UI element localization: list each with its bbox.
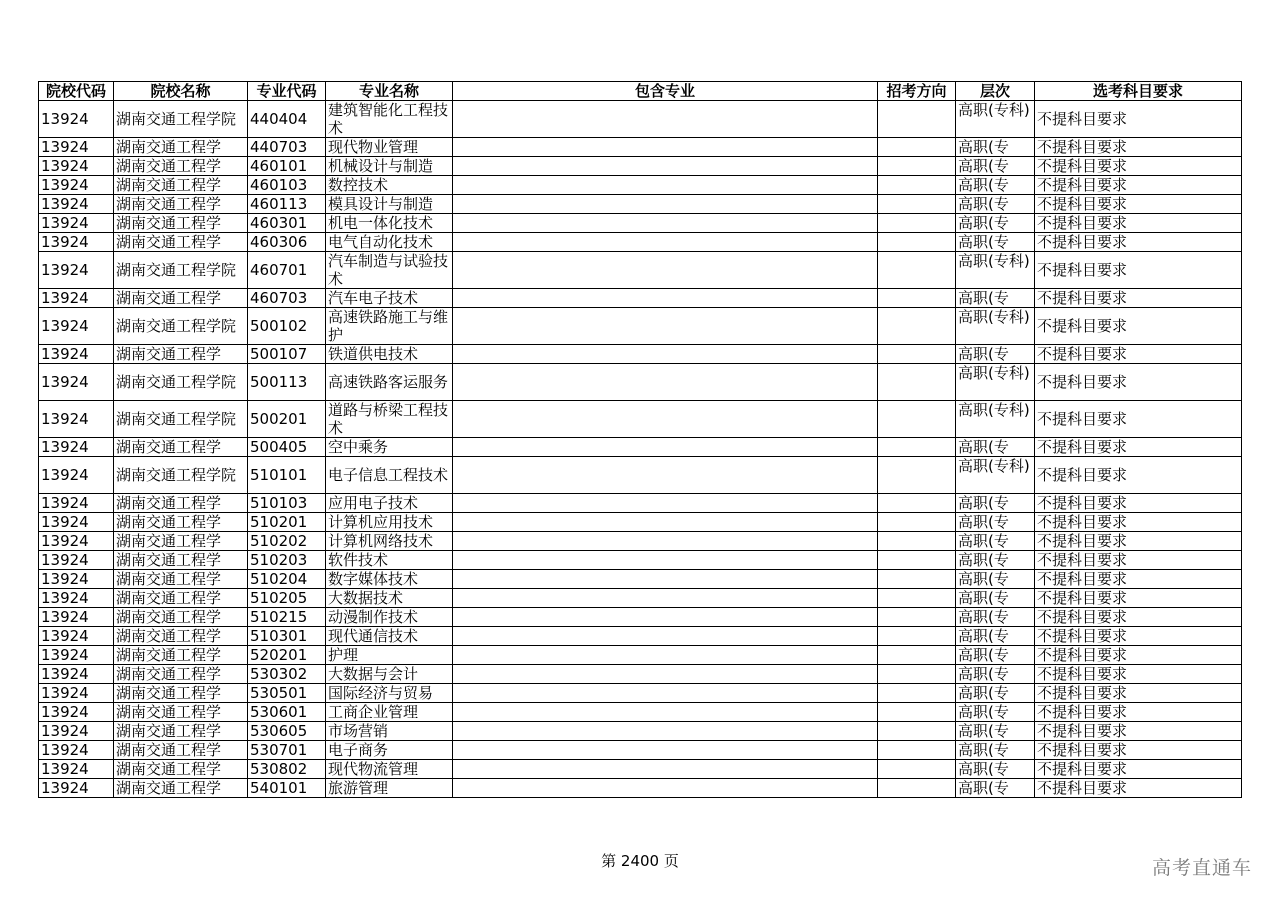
cell-major-name: 建筑智能化工程技术 [326, 101, 453, 138]
cell-included-majors [453, 195, 878, 214]
cell-school-code: 13924 [39, 627, 114, 646]
cell-school-code: 13924 [39, 494, 114, 513]
cell-major-code: 500107 [248, 345, 326, 364]
table-row [39, 364, 1242, 401]
cell-subject-requirement: 不提科目要求 [1035, 345, 1242, 364]
cell-school-name: 湖南交通工程学 [114, 532, 248, 551]
header-included-majors: 包含专业 [453, 82, 878, 101]
cell-major-name: 动漫制作技术 [326, 608, 453, 627]
cell-direction [878, 289, 956, 308]
cell-subject-requirement: 不提科目要求 [1035, 176, 1242, 195]
cell-school-code: 13924 [39, 138, 114, 157]
table-row [39, 570, 1242, 589]
cell-included-majors [453, 532, 878, 551]
header-school-name: 院校名称 [114, 82, 248, 101]
cell-school-name: 湖南交通工程学 [114, 233, 248, 252]
cell-level: 高职(专 [956, 494, 1035, 513]
cell-level: 高职(专 [956, 570, 1035, 589]
cell-school-code: 13924 [39, 457, 114, 494]
cell-direction [878, 722, 956, 741]
cell-subject-requirement: 不提科目要求 [1035, 138, 1242, 157]
cell-school-name: 湖南交通工程学 [114, 157, 248, 176]
cell-included-majors [453, 760, 878, 779]
cell-school-name: 湖南交通工程学 [114, 703, 248, 722]
cell-included-majors [453, 214, 878, 233]
cell-school-name: 湖南交通工程学院 [114, 364, 248, 401]
cell-school-name: 湖南交通工程学 [114, 176, 248, 195]
cell-major-code: 530701 [248, 741, 326, 760]
cell-school-name: 湖南交通工程学院 [114, 401, 248, 438]
cell-major-code: 500405 [248, 438, 326, 457]
cell-school-code: 13924 [39, 646, 114, 665]
cell-major-name: 电子信息工程技术 [326, 457, 453, 494]
cell-school-code: 13924 [39, 608, 114, 627]
cell-school-name: 湖南交通工程学 [114, 608, 248, 627]
cell-school-name: 湖南交通工程学 [114, 646, 248, 665]
cell-school-code: 13924 [39, 589, 114, 608]
cell-school-code: 13924 [39, 401, 114, 438]
table-row [39, 401, 1242, 438]
cell-included-majors [453, 252, 878, 289]
cell-direction [878, 684, 956, 703]
cell-major-name: 机电一体化技术 [326, 214, 453, 233]
cell-major-name: 计算机网络技术 [326, 532, 453, 551]
table-row [39, 741, 1242, 760]
cell-level: 高职(专科) [956, 401, 1035, 438]
table-row [39, 703, 1242, 722]
cell-included-majors [453, 157, 878, 176]
cell-major-code: 500113 [248, 364, 326, 401]
cell-direction [878, 608, 956, 627]
cell-subject-requirement: 不提科目要求 [1035, 438, 1242, 457]
cell-school-code: 13924 [39, 289, 114, 308]
cell-subject-requirement: 不提科目要求 [1035, 627, 1242, 646]
cell-school-name: 湖南交通工程学 [114, 345, 248, 364]
admission-table [38, 81, 1242, 798]
cell-subject-requirement: 不提科目要求 [1035, 722, 1242, 741]
cell-school-code: 13924 [39, 364, 114, 401]
cell-direction [878, 513, 956, 532]
cell-level: 高职(专 [956, 532, 1035, 551]
cell-major-code: 460113 [248, 195, 326, 214]
cell-school-code: 13924 [39, 195, 114, 214]
cell-direction [878, 570, 956, 589]
cell-subject-requirement: 不提科目要求 [1035, 513, 1242, 532]
table-row [39, 101, 1242, 138]
cell-major-code: 530605 [248, 722, 326, 741]
table-row [39, 195, 1242, 214]
cell-school-name: 湖南交通工程学 [114, 513, 248, 532]
watermark: 高考直通车 [1151, 857, 1252, 879]
cell-included-majors [453, 364, 878, 401]
cell-included-majors [453, 570, 878, 589]
cell-level: 高职(专 [956, 438, 1035, 457]
cell-level: 高职(专科) [956, 364, 1035, 401]
cell-school-name: 湖南交通工程学 [114, 289, 248, 308]
cell-school-code: 13924 [39, 176, 114, 195]
cell-major-name: 汽车制造与试验技术 [326, 252, 453, 289]
cell-major-code: 510103 [248, 494, 326, 513]
cell-school-name: 湖南交通工程学院 [114, 457, 248, 494]
cell-major-name: 旅游管理 [326, 779, 453, 798]
cell-subject-requirement: 不提科目要求 [1035, 195, 1242, 214]
cell-school-code: 13924 [39, 665, 114, 684]
cell-direction [878, 308, 956, 345]
cell-school-name: 湖南交通工程学 [114, 214, 248, 233]
cell-school-name: 湖南交通工程学 [114, 138, 248, 157]
cell-major-code: 510301 [248, 627, 326, 646]
cell-included-majors [453, 665, 878, 684]
cell-school-name: 湖南交通工程学 [114, 741, 248, 760]
cell-level: 高职(专 [956, 513, 1035, 532]
cell-subject-requirement: 不提科目要求 [1035, 214, 1242, 233]
cell-school-code: 13924 [39, 101, 114, 138]
cell-direction [878, 233, 956, 252]
table-row [39, 289, 1242, 308]
header-school-code: 院校代码 [39, 82, 114, 101]
cell-subject-requirement: 不提科目要求 [1035, 233, 1242, 252]
cell-school-name: 湖南交通工程学 [114, 494, 248, 513]
cell-included-majors [453, 289, 878, 308]
header-subject-requirement: 选考科目要求 [1035, 82, 1242, 101]
cell-level: 高职(专 [956, 551, 1035, 570]
cell-major-name: 市场营销 [326, 722, 453, 741]
cell-level: 高职(专 [956, 779, 1035, 798]
cell-major-name: 模具设计与制造 [326, 195, 453, 214]
table-row [39, 494, 1242, 513]
cell-subject-requirement: 不提科目要求 [1035, 457, 1242, 494]
cell-subject-requirement: 不提科目要求 [1035, 760, 1242, 779]
cell-direction [878, 364, 956, 401]
cell-direction [878, 138, 956, 157]
cell-major-name: 现代通信技术 [326, 627, 453, 646]
cell-level: 高职(专 [956, 703, 1035, 722]
table-row [39, 627, 1242, 646]
header-major-name: 专业名称 [326, 82, 453, 101]
header-level: 层次 [956, 82, 1035, 101]
table-row [39, 214, 1242, 233]
table-row [39, 138, 1242, 157]
table-row [39, 684, 1242, 703]
cell-major-code: 460306 [248, 233, 326, 252]
cell-major-code: 530501 [248, 684, 326, 703]
cell-direction [878, 176, 956, 195]
cell-level: 高职(专 [956, 684, 1035, 703]
header-major-code: 专业代码 [248, 82, 326, 101]
cell-school-name: 湖南交通工程学 [114, 760, 248, 779]
table-row [39, 760, 1242, 779]
cell-subject-requirement: 不提科目要求 [1035, 252, 1242, 289]
cell-subject-requirement: 不提科目要求 [1035, 157, 1242, 176]
cell-level: 高职(专科) [956, 252, 1035, 289]
cell-school-code: 13924 [39, 157, 114, 176]
table-row [39, 779, 1242, 798]
cell-subject-requirement: 不提科目要求 [1035, 589, 1242, 608]
cell-major-name: 汽车电子技术 [326, 289, 453, 308]
cell-level: 高职(专 [956, 138, 1035, 157]
cell-major-code: 500201 [248, 401, 326, 438]
cell-major-code: 510201 [248, 513, 326, 532]
cell-included-majors [453, 438, 878, 457]
cell-subject-requirement: 不提科目要求 [1035, 494, 1242, 513]
cell-included-majors [453, 138, 878, 157]
cell-included-majors [453, 779, 878, 798]
cell-major-code: 510205 [248, 589, 326, 608]
cell-direction [878, 532, 956, 551]
cell-direction [878, 494, 956, 513]
cell-school-name: 湖南交通工程学 [114, 589, 248, 608]
table-row [39, 157, 1242, 176]
cell-level: 高职(专 [956, 157, 1035, 176]
cell-school-name: 湖南交通工程学 [114, 665, 248, 684]
cell-direction [878, 646, 956, 665]
table-row [39, 589, 1242, 608]
page-number: 第 2400 页 [601, 852, 679, 870]
cell-subject-requirement: 不提科目要求 [1035, 646, 1242, 665]
cell-included-majors [453, 308, 878, 345]
cell-major-name: 高速铁路施工与维护 [326, 308, 453, 345]
cell-level: 高职(专 [956, 233, 1035, 252]
cell-major-code: 460103 [248, 176, 326, 195]
cell-level: 高职(专 [956, 289, 1035, 308]
cell-major-code: 540101 [248, 779, 326, 798]
cell-direction [878, 214, 956, 233]
cell-subject-requirement: 不提科目要求 [1035, 551, 1242, 570]
table-row [39, 532, 1242, 551]
cell-subject-requirement: 不提科目要求 [1035, 101, 1242, 138]
cell-included-majors [453, 741, 878, 760]
cell-major-name: 国际经济与贸易 [326, 684, 453, 703]
cell-major-name: 现代物流管理 [326, 760, 453, 779]
table-row [39, 551, 1242, 570]
cell-subject-requirement: 不提科目要求 [1035, 401, 1242, 438]
cell-included-majors [453, 551, 878, 570]
cell-school-code: 13924 [39, 551, 114, 570]
cell-school-name: 湖南交通工程学 [114, 627, 248, 646]
cell-subject-requirement: 不提科目要求 [1035, 570, 1242, 589]
cell-level: 高职(专科) [956, 101, 1035, 138]
cell-major-name: 大数据技术 [326, 589, 453, 608]
cell-school-code: 13924 [39, 252, 114, 289]
cell-direction [878, 665, 956, 684]
table-header-row [39, 82, 1242, 101]
cell-direction [878, 252, 956, 289]
cell-major-name: 应用电子技术 [326, 494, 453, 513]
cell-school-code: 13924 [39, 233, 114, 252]
cell-subject-requirement: 不提科目要求 [1035, 703, 1242, 722]
cell-school-code: 13924 [39, 570, 114, 589]
table-row [39, 457, 1242, 494]
cell-subject-requirement: 不提科目要求 [1035, 741, 1242, 760]
cell-level: 高职(专科) [956, 457, 1035, 494]
cell-major-code: 530802 [248, 760, 326, 779]
cell-included-majors [453, 589, 878, 608]
cell-school-code: 13924 [39, 532, 114, 551]
cell-school-name: 湖南交通工程学院 [114, 308, 248, 345]
cell-included-majors [453, 646, 878, 665]
cell-major-name: 高速铁路客运服务 [326, 364, 453, 401]
cell-school-code: 13924 [39, 684, 114, 703]
cell-included-majors [453, 176, 878, 195]
table-row [39, 665, 1242, 684]
cell-school-code: 13924 [39, 308, 114, 345]
table-body [39, 101, 1242, 798]
table-row [39, 252, 1242, 289]
cell-major-name: 道路与桥梁工程技术 [326, 401, 453, 438]
cell-level: 高职(专 [956, 176, 1035, 195]
cell-level: 高职(专 [956, 214, 1035, 233]
cell-level: 高职(专 [956, 646, 1035, 665]
table-row [39, 345, 1242, 364]
table-row [39, 646, 1242, 665]
cell-included-majors [453, 513, 878, 532]
cell-school-name: 湖南交通工程学院 [114, 252, 248, 289]
cell-level: 高职(专 [956, 589, 1035, 608]
cell-school-code: 13924 [39, 214, 114, 233]
cell-included-majors [453, 345, 878, 364]
cell-major-name: 电气自动化技术 [326, 233, 453, 252]
cell-school-name: 湖南交通工程学 [114, 551, 248, 570]
table-row [39, 438, 1242, 457]
cell-school-name: 湖南交通工程学 [114, 438, 248, 457]
cell-school-name: 湖南交通工程学 [114, 570, 248, 589]
cell-school-code: 13924 [39, 513, 114, 532]
cell-school-code: 13924 [39, 345, 114, 364]
cell-major-code: 530601 [248, 703, 326, 722]
cell-major-name: 工商企业管理 [326, 703, 453, 722]
cell-level: 高职(专科) [956, 308, 1035, 345]
cell-direction [878, 741, 956, 760]
cell-level: 高职(专 [956, 608, 1035, 627]
cell-level: 高职(专 [956, 345, 1035, 364]
cell-major-code: 460701 [248, 252, 326, 289]
table-row [39, 233, 1242, 252]
cell-major-code: 440404 [248, 101, 326, 138]
cell-major-name: 现代物业管理 [326, 138, 453, 157]
cell-major-code: 500102 [248, 308, 326, 345]
cell-major-name: 软件技术 [326, 551, 453, 570]
cell-major-name: 电子商务 [326, 741, 453, 760]
cell-major-code: 510215 [248, 608, 326, 627]
cell-major-code: 510203 [248, 551, 326, 570]
cell-major-name: 计算机应用技术 [326, 513, 453, 532]
cell-school-name: 湖南交通工程学 [114, 722, 248, 741]
table-row [39, 722, 1242, 741]
cell-school-name: 湖南交通工程学 [114, 195, 248, 214]
cell-school-name: 湖南交通工程学 [114, 684, 248, 703]
cell-major-name: 铁道供电技术 [326, 345, 453, 364]
cell-level: 高职(专 [956, 195, 1035, 214]
cell-included-majors [453, 401, 878, 438]
cell-direction [878, 457, 956, 494]
cell-major-code: 460301 [248, 214, 326, 233]
cell-subject-requirement: 不提科目要求 [1035, 684, 1242, 703]
cell-included-majors [453, 722, 878, 741]
cell-direction [878, 703, 956, 722]
cell-included-majors [453, 684, 878, 703]
cell-school-code: 13924 [39, 438, 114, 457]
cell-level: 高职(专 [956, 627, 1035, 646]
cell-major-code: 530302 [248, 665, 326, 684]
cell-direction [878, 760, 956, 779]
cell-included-majors [453, 627, 878, 646]
cell-subject-requirement: 不提科目要求 [1035, 779, 1242, 798]
cell-included-majors [453, 457, 878, 494]
cell-direction [878, 589, 956, 608]
cell-school-code: 13924 [39, 703, 114, 722]
cell-major-name: 数字媒体技术 [326, 570, 453, 589]
cell-included-majors [453, 608, 878, 627]
cell-direction [878, 157, 956, 176]
cell-included-majors [453, 233, 878, 252]
cell-subject-requirement: 不提科目要求 [1035, 665, 1242, 684]
cell-level: 高职(专 [956, 741, 1035, 760]
cell-level: 高职(专 [956, 665, 1035, 684]
cell-direction [878, 401, 956, 438]
cell-direction [878, 438, 956, 457]
cell-direction [878, 779, 956, 798]
cell-subject-requirement: 不提科目要求 [1035, 308, 1242, 345]
cell-direction [878, 101, 956, 138]
cell-direction [878, 627, 956, 646]
cell-subject-requirement: 不提科目要求 [1035, 289, 1242, 308]
cell-major-code: 440703 [248, 138, 326, 157]
cell-included-majors [453, 494, 878, 513]
cell-school-code: 13924 [39, 760, 114, 779]
table-row [39, 608, 1242, 627]
cell-major-name: 护理 [326, 646, 453, 665]
cell-level: 高职(专 [956, 760, 1035, 779]
header-direction: 招考方向 [878, 82, 956, 101]
cell-level: 高职(专 [956, 722, 1035, 741]
cell-included-majors [453, 703, 878, 722]
cell-direction [878, 551, 956, 570]
cell-major-name: 机械设计与制造 [326, 157, 453, 176]
table-row [39, 308, 1242, 345]
cell-major-code: 510202 [248, 532, 326, 551]
cell-school-name: 湖南交通工程学 [114, 779, 248, 798]
cell-included-majors [453, 101, 878, 138]
cell-major-name: 大数据与会计 [326, 665, 453, 684]
cell-school-code: 13924 [39, 741, 114, 760]
cell-major-name: 空中乘务 [326, 438, 453, 457]
cell-subject-requirement: 不提科目要求 [1035, 532, 1242, 551]
cell-subject-requirement: 不提科目要求 [1035, 608, 1242, 627]
cell-major-name: 数控技术 [326, 176, 453, 195]
cell-direction [878, 195, 956, 214]
cell-school-name: 湖南交通工程学院 [114, 101, 248, 138]
cell-school-code: 13924 [39, 722, 114, 741]
cell-major-code: 510101 [248, 457, 326, 494]
cell-subject-requirement: 不提科目要求 [1035, 364, 1242, 401]
table-row [39, 176, 1242, 195]
cell-school-code: 13924 [39, 779, 114, 798]
cell-major-code: 520201 [248, 646, 326, 665]
cell-major-code: 510204 [248, 570, 326, 589]
cell-major-code: 460101 [248, 157, 326, 176]
cell-direction [878, 345, 956, 364]
cell-major-code: 460703 [248, 289, 326, 308]
table-row [39, 513, 1242, 532]
